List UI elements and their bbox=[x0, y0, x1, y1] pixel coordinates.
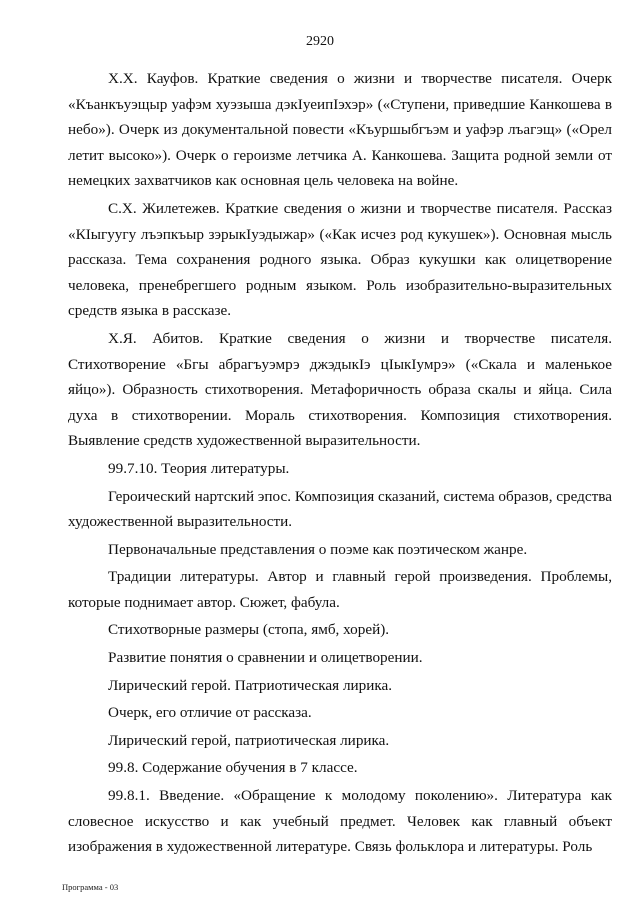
paragraph-essay: Очерк, его отличие от рассказа. bbox=[108, 704, 312, 722]
paragraph-comparison: Развитие понятия о сравнении и олицетворении. bbox=[108, 649, 423, 667]
footer-label: Программа - 03 bbox=[62, 882, 119, 892]
paragraph-lyric-hero: Лирический герой. Патриотическая лирика. bbox=[108, 676, 393, 694]
paragraph-introduction: 99.8.1. Введение. «Обращение к молодому поколению». Литература как словесное искусство и как учебный предмет. Человек как главный объект изображения в художественной литературе. Связь фольклора и литературы. Роль bbox=[68, 787, 612, 856]
paragraph-zhiletezhev: С.Х. Жилетежев. Краткие сведения о жизни и творчестве писателя. Рассказ «КIыгуугу лъэпкъыр зэрыкIуэдыжар» («Как исчез род кукушек»). Основная мысль рассказа. Тема сохранения родного языка. Образ кукушки как олицетворение человека, пренебрегшего родным языком. Роль изобразительно-выразительных средств языка в рассказе. bbox=[68, 199, 612, 320]
paragraph-nart-epos: Героический нартский эпос. Композиция сказаний, система образов, средства художественной выразительности. bbox=[68, 487, 612, 531]
section-heading-theory: 99.7.10. Теория литературы. bbox=[108, 459, 290, 477]
page-number: 2920 bbox=[306, 34, 334, 49]
paragraph-poem: Первоначальные представления о поэме как поэтическом жанре. bbox=[108, 540, 528, 558]
paragraph-traditions: Традиции литературы. Автор и главный герой произведения. Проблемы, которые поднимает автор. Сюжет, фабула. bbox=[68, 568, 612, 611]
section-heading-grade7: 99.8. Содержание обучения в 7 классе. bbox=[108, 759, 358, 777]
paragraph-meters: Стихотворные размеры (стопа, ямб, хорей). bbox=[108, 621, 390, 639]
paragraph-kaufov: Х.Х. Кауфов. Краткие сведения о жизни и творчестве писателя. Очерк «Къанкъуэщыр уафэм хуэзыша дэкIуеипIэхэр» («Ступени, приведшие Канкошева в небо»). Очерк из документальной повести «Къуршыбгъэм и уафэр лъагэщ» («Орел летит высоко»). Очерк о героизме летчика А. Канкошева. Защита родной земли от немецких захватчиков как основная цель человека на войне. bbox=[68, 70, 612, 190]
paragraph-abitov: Х.Я. Абитов. Краткие сведения о жизни и творчестве писателя. Стихотворение «Бгы абрагъуэмрэ джэдыкIэ цIыкIумрэ» («Скала и маленькое яйцо»). Образность стихотворения. Метафоричность образа скалы и яйца. Сила духа в стихотворении. Мораль стихотворения. Композиция стихотворения. Выявление средств художественной выразительности. bbox=[68, 329, 612, 450]
body-text bbox=[68, 66, 612, 862]
paragraph-lyric-hero-2: Лирический герой, патриотическая лирика. bbox=[108, 731, 390, 749]
